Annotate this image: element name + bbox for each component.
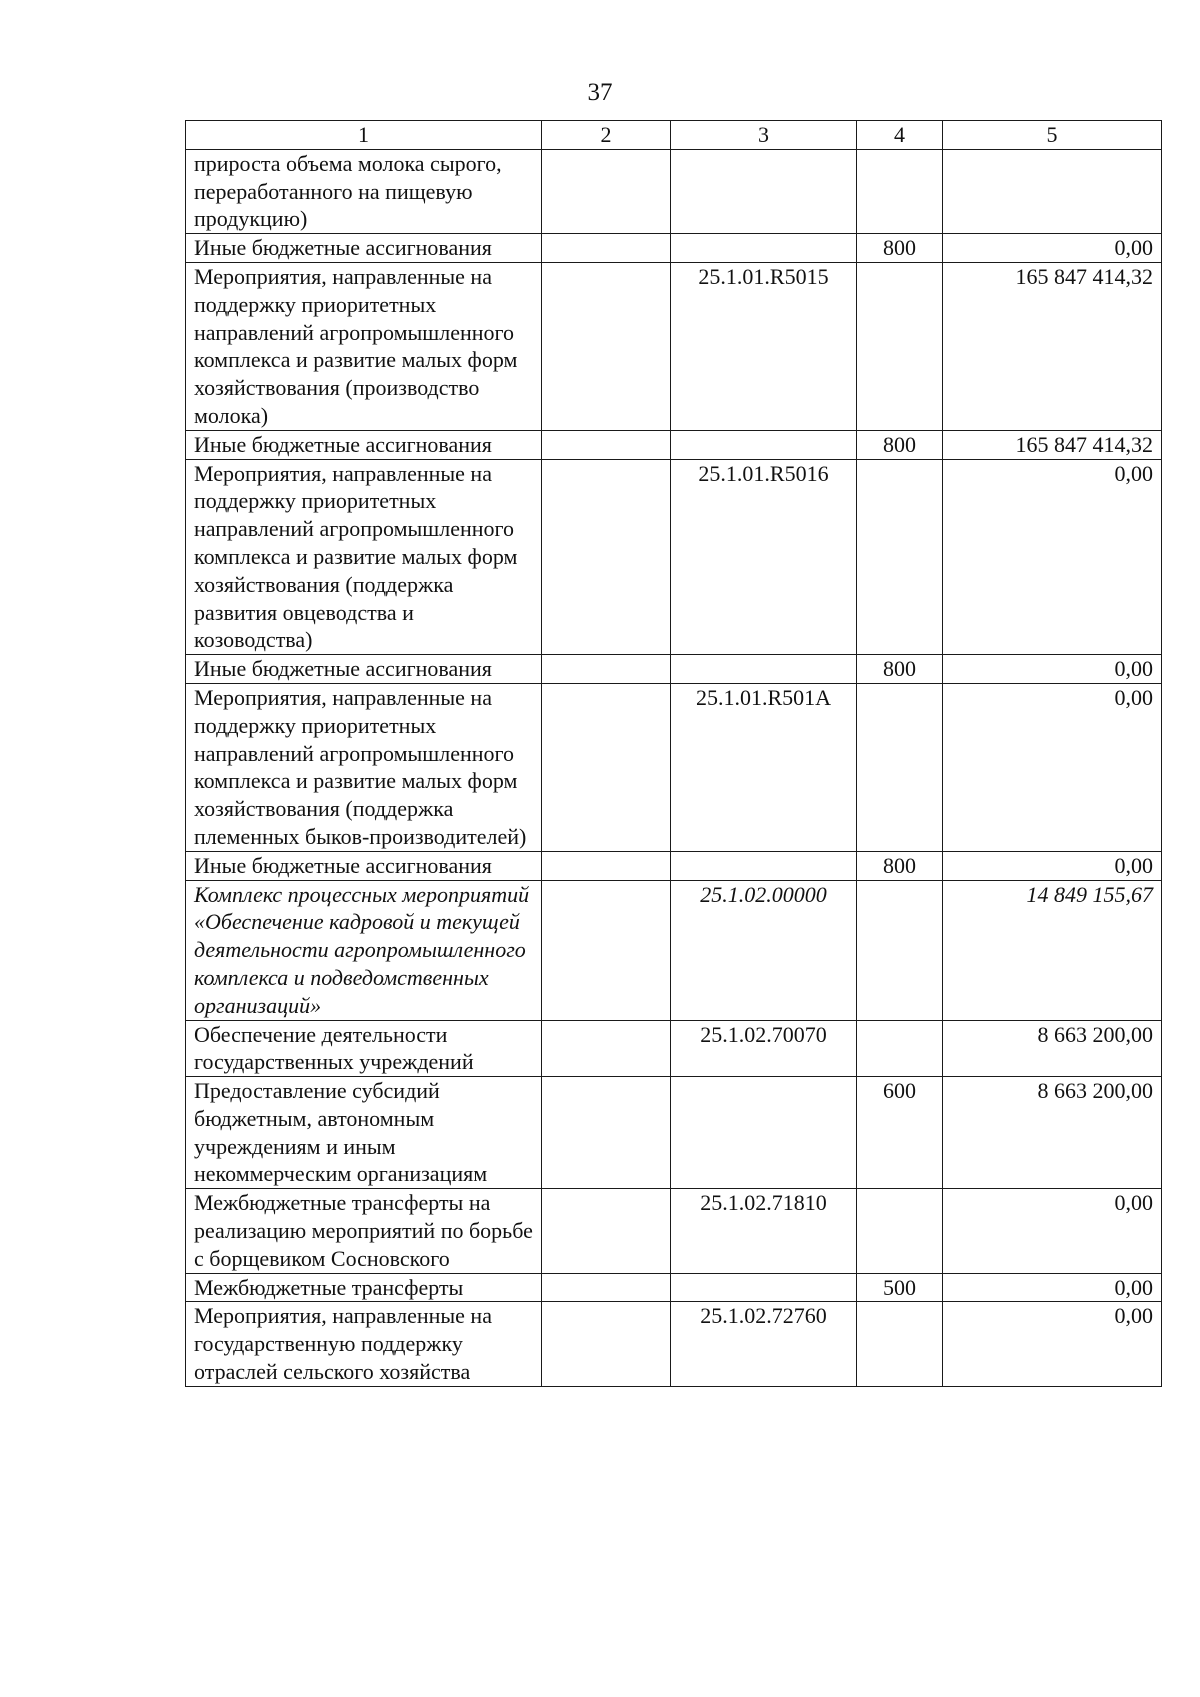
table-row: [186, 1077, 1162, 1189]
row-expense-type-cell: [857, 262, 943, 430]
column-header-5: 5: [943, 121, 1162, 150]
row-code-cell: [671, 430, 857, 459]
row-expense-type-cell: 600: [857, 1077, 943, 1189]
table-row: [186, 430, 1162, 459]
row-code-cell: [671, 851, 857, 880]
row-code-cell: [671, 1077, 857, 1189]
row-code-cell: 25.1.01.R501A: [671, 683, 857, 851]
row-amount-cell: 0,00: [943, 683, 1162, 851]
row-name-cell: Мероприятия, направленные на поддержку приоритетных направлений агропромышленного комплекса и развитие малых форм хозяйствования (поддержка племенных быков-производителей): [186, 683, 542, 851]
row-expense-type-cell: [857, 683, 943, 851]
row-name-cell: Иные бюджетные ассигнования: [186, 234, 542, 263]
row-name-cell: Иные бюджетные ассигнования: [186, 655, 542, 684]
budget-table: [185, 120, 1162, 1387]
row-col2-cell: [542, 1302, 671, 1386]
row-col2-cell: [542, 880, 671, 1020]
row-expense-type-cell: [857, 459, 943, 655]
row-col2-cell: [542, 262, 671, 430]
row-amount-cell: 0,00: [943, 1302, 1162, 1386]
table-row: [186, 234, 1162, 263]
row-expense-type-cell: [857, 149, 943, 233]
row-amount-cell: 14 849 155,67: [943, 880, 1162, 1020]
row-col2-cell: [542, 655, 671, 684]
table-header-row: [186, 121, 1162, 150]
row-expense-type-cell: [857, 1020, 943, 1077]
column-header-1: 1: [186, 121, 542, 150]
row-amount-cell: 165 847 414,32: [943, 430, 1162, 459]
table-row: [186, 262, 1162, 430]
row-code-cell: 25.1.02.71810: [671, 1189, 857, 1273]
row-expense-type-cell: 800: [857, 234, 943, 263]
row-amount-cell: 0,00: [943, 1273, 1162, 1302]
row-col2-cell: [542, 149, 671, 233]
row-name-cell: Мероприятия, направленные на государственную поддержку отраслей сельского хозяйства: [186, 1302, 542, 1386]
row-code-cell: [671, 1273, 857, 1302]
column-header-4: 4: [857, 121, 943, 150]
column-header-2: 2: [542, 121, 671, 150]
row-col2-cell: [542, 1077, 671, 1189]
row-expense-type-cell: [857, 1189, 943, 1273]
row-col2-cell: [542, 1273, 671, 1302]
row-amount-cell: 0,00: [943, 459, 1162, 655]
row-code-cell: 25.1.02.70070: [671, 1020, 857, 1077]
table-row: [186, 1020, 1162, 1077]
table-row: [186, 851, 1162, 880]
row-col2-cell: [542, 1020, 671, 1077]
row-amount-cell: 0,00: [943, 851, 1162, 880]
row-code-cell: [671, 149, 857, 233]
row-amount-cell: 165 847 414,32: [943, 262, 1162, 430]
row-name-cell: Межбюджетные трансферты на реализацию мероприятий по борьбе с борщевиком Сосновского: [186, 1189, 542, 1273]
row-amount-cell: 8 663 200,00: [943, 1020, 1162, 1077]
row-col2-cell: [542, 430, 671, 459]
table-row: [186, 1273, 1162, 1302]
row-code-cell: 25.1.02.00000: [671, 880, 857, 1020]
row-col2-cell: [542, 459, 671, 655]
column-header-3: 3: [671, 121, 857, 150]
row-expense-type-cell: 500: [857, 1273, 943, 1302]
table-body: [186, 149, 1162, 1386]
row-code-cell: 25.1.02.72760: [671, 1302, 857, 1386]
row-name-cell: Обеспечение деятельности государственных учреждений: [186, 1020, 542, 1077]
row-expense-type-cell: 800: [857, 430, 943, 459]
row-amount-cell: 0,00: [943, 1189, 1162, 1273]
table-row: [186, 1302, 1162, 1386]
table-row: [186, 1189, 1162, 1273]
table-row: [186, 149, 1162, 233]
row-code-cell: 25.1.01.R5015: [671, 262, 857, 430]
row-col2-cell: [542, 851, 671, 880]
row-code-cell: 25.1.01.R5016: [671, 459, 857, 655]
table-row: [186, 880, 1162, 1020]
page-number: 37: [587, 79, 613, 106]
row-code-cell: [671, 234, 857, 263]
row-expense-type-cell: [857, 1302, 943, 1386]
row-col2-cell: [542, 683, 671, 851]
row-name-cell: Мероприятия, направленные на поддержку приоритетных направлений агропромышленного комплекса и развитие малых форм хозяйствования (поддержка развития овцеводства и козоводства): [186, 459, 542, 655]
row-expense-type-cell: 800: [857, 655, 943, 684]
table-row: [186, 459, 1162, 655]
row-name-cell: Комплекс процессных мероприятий «Обеспечение кадровой и текущей деятельности агропромышленного комплекса и подведомственных организаций»: [186, 880, 542, 1020]
table-row: [186, 655, 1162, 684]
row-code-cell: [671, 655, 857, 684]
row-col2-cell: [542, 234, 671, 263]
row-name-cell: Предоставление субсидий бюджетным, автономным учреждениям и иным некоммерческим организациям: [186, 1077, 542, 1189]
row-expense-type-cell: [857, 880, 943, 1020]
row-name-cell: Межбюджетные трансферты: [186, 1273, 542, 1302]
table-row: [186, 683, 1162, 851]
row-name-cell: Иные бюджетные ассигнования: [186, 851, 542, 880]
row-expense-type-cell: 800: [857, 851, 943, 880]
row-name-cell: прироста объема молока сырого, переработанного на пищевую продукцию): [186, 149, 542, 233]
row-name-cell: Мероприятия, направленные на поддержку приоритетных направлений агропромышленного комплекса и развитие малых форм хозяйствования (производство молока): [186, 262, 542, 430]
row-amount-cell: 0,00: [943, 234, 1162, 263]
row-amount-cell: 8 663 200,00: [943, 1077, 1162, 1189]
row-amount-cell: 0,00: [943, 655, 1162, 684]
row-col2-cell: [542, 1189, 671, 1273]
row-name-cell: Иные бюджетные ассигнования: [186, 430, 542, 459]
row-amount-cell: [943, 149, 1162, 233]
